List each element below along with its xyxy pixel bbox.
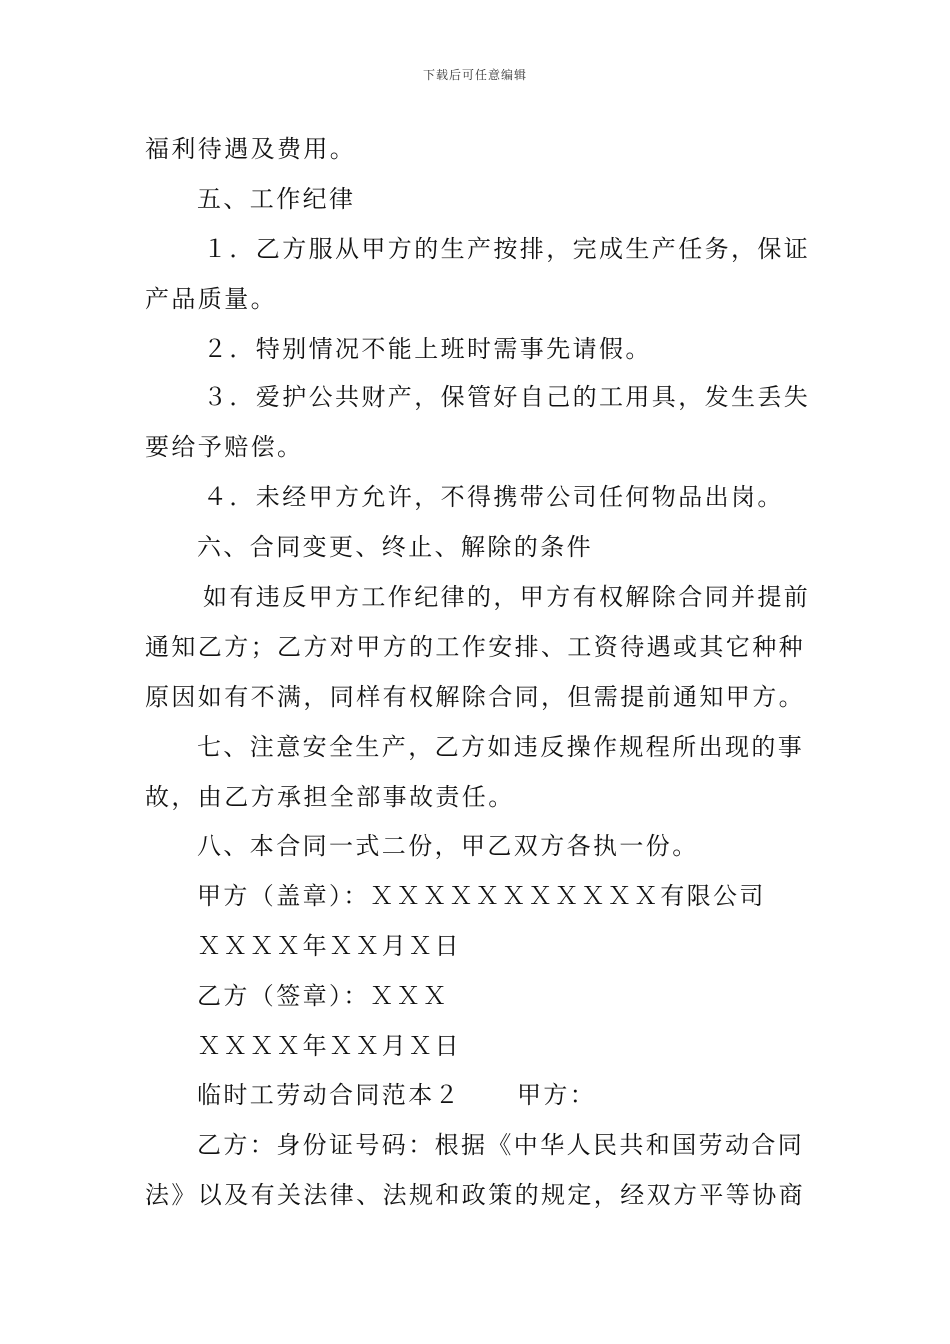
paragraph-line: 八、本合同一式二份，甲乙双方各执一份。 xyxy=(197,832,699,860)
page-header-note: 下载后可任意编辑 xyxy=(422,68,527,82)
paragraph-line: 产品质量。 xyxy=(145,285,277,313)
contract-template-title: 临时工劳动合同范本２ xyxy=(197,1081,461,1109)
paragraph-line: 法》以及有关法律、法规和政策的规定，经双方平等协商 xyxy=(145,1181,805,1209)
section-heading-work-discipline: 五、工作纪律 xyxy=(197,185,356,213)
party-a-label: 甲方： xyxy=(517,1081,597,1109)
paragraph-line: ３．爱护公共财产，保管好自己的工用具，发生丢失 xyxy=(203,383,811,411)
paragraph-line: 原因如有不满，同样有权解除合同，但需提前通知甲方。 xyxy=(145,683,805,711)
party-a-date-line: ＸＸＸＸ年ＸＸ月Ｘ日 xyxy=(197,932,461,960)
paragraph-line: 七、注意安全生产，乙方如违反操作规程所出现的事 xyxy=(197,733,805,761)
party-a-signature-line: 甲方（盖章）：ＸＸＸＸＸＸＸＸＸＸＸ有限公司 xyxy=(197,882,766,910)
contract-template-2-heading xyxy=(197,1080,596,1110)
paragraph-line: 乙方：身份证号码：根据《中华人民共和国劳动合同 xyxy=(197,1131,805,1159)
paragraph-line: ２．特别情况不能上班时需事先请假。 xyxy=(203,335,652,363)
paragraph-line: 要给予赔偿。 xyxy=(145,433,304,461)
section-heading-contract-change: 六、合同变更、终止、解除的条件 xyxy=(197,533,593,561)
paragraph-line: 福利待遇及费用。 xyxy=(145,135,357,163)
paragraph-line: 如有违反甲方工作纪律的，甲方有权解除合同并提前 xyxy=(203,583,811,611)
paragraph-line: 故，由乙方承担全部事故责任。 xyxy=(145,783,515,811)
party-b-signature-line: 乙方（签章）：ＸＸＸ xyxy=(197,982,449,1010)
paragraph-line: 通知乙方；乙方对甲方的工作安排、工资待遇或其它种种 xyxy=(145,633,805,661)
paragraph-line: ４．未经甲方允许，不得携带公司任何物品出岗。 xyxy=(203,483,784,511)
party-b-date-line: ＸＸＸＸ年ＸＸ月Ｘ日 xyxy=(197,1032,461,1060)
paragraph-line: １．乙方服从甲方的生产按排，完成生产任务，保证 xyxy=(203,235,811,263)
